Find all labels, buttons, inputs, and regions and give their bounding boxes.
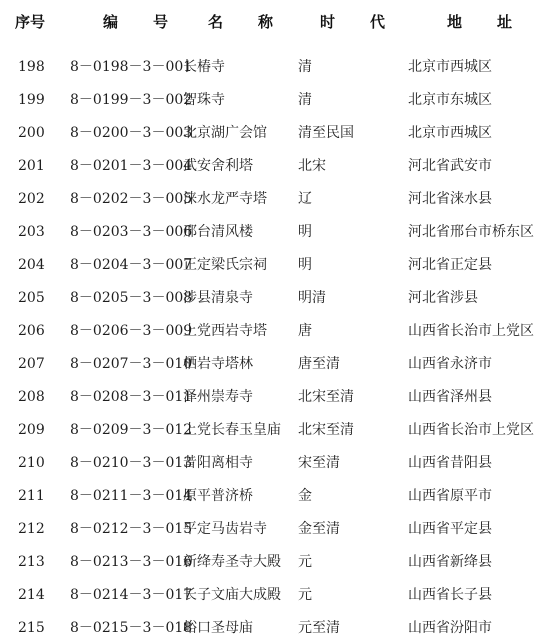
- name-cell: 泽州崇寿寺: [183, 389, 253, 405]
- serial-number-cell: 203: [18, 224, 45, 240]
- era-cell: 唐至清: [298, 356, 340, 372]
- name-cell: 上党长春玉皇庙: [183, 422, 281, 438]
- name-cell: 武安舍利塔: [183, 158, 253, 174]
- table-row: [0, 116, 550, 149]
- code-cell: 8－0203－3－006: [70, 224, 193, 240]
- name-cell: 北京湖广会馆: [183, 125, 267, 141]
- table-row: [0, 380, 550, 413]
- code-cell: 8－0211－3－014: [70, 488, 193, 504]
- era-cell: 明: [298, 257, 312, 273]
- era-cell: 元: [298, 554, 312, 570]
- code-cell: 8－0200－3－003: [70, 125, 193, 141]
- serial-number-cell: 214: [18, 587, 45, 603]
- serial-number-cell: 208: [18, 389, 45, 405]
- table-row: [0, 578, 550, 611]
- address-cell: 山西省永济市: [408, 356, 492, 372]
- serial-number-cell: 206: [18, 323, 45, 339]
- serial-number-cell: 210: [18, 455, 45, 471]
- serial-number-cell: 198: [18, 59, 45, 75]
- era-cell: 金至清: [298, 521, 340, 537]
- table-row: [0, 149, 550, 182]
- serial-number-cell: 211: [18, 488, 45, 504]
- era-cell: 辽: [298, 191, 312, 207]
- name-cell: 原平普济桥: [183, 488, 253, 504]
- name-cell: 智珠寺: [183, 92, 225, 108]
- table-row: [0, 83, 550, 116]
- era-cell: 清至民国: [298, 125, 354, 141]
- address-cell: 山西省平定县: [408, 521, 492, 537]
- serial-number-cell: 200: [18, 125, 45, 141]
- code-cell: 8－0215－3－018: [70, 620, 193, 636]
- code-cell: 8－0213－3－016: [70, 554, 193, 570]
- table-row: [0, 413, 550, 446]
- serial-number-cell: 215: [18, 620, 45, 636]
- code-cell: 8－0201－3－004: [70, 158, 193, 174]
- era-cell: 清: [298, 59, 312, 75]
- code-cell: 8－0205－3－008: [70, 290, 193, 306]
- era-cell: 清: [298, 92, 312, 108]
- table-row: [0, 215, 550, 248]
- address-cell: 北京市东城区: [408, 92, 492, 108]
- table-row: [0, 512, 550, 545]
- era-cell: 明清: [298, 290, 326, 306]
- name-cell: 邢台清风楼: [183, 224, 253, 240]
- code-cell: 8－0214－3－017: [70, 587, 193, 603]
- address-cell: 北京市西城区: [408, 125, 492, 141]
- address-cell: 山西省泽州县: [408, 389, 492, 405]
- table-row: [0, 281, 550, 314]
- address-cell: 河北省正定县: [408, 257, 492, 273]
- address-cell: 河北省邢台市桥东区: [408, 224, 534, 240]
- name-cell: 正定梁氏宗祠: [183, 257, 267, 273]
- serial-number-cell: 213: [18, 554, 45, 570]
- table-row: [0, 50, 550, 83]
- name-cell: 长椿寺: [183, 59, 225, 75]
- serial-number-cell: 205: [18, 290, 45, 306]
- table-row: [0, 545, 550, 578]
- name-cell: 平定马齿岩寺: [183, 521, 267, 537]
- code-cell: 8－0204－3－007: [70, 257, 193, 273]
- table-row: [0, 347, 550, 380]
- address-cell: 山西省长治市上党区: [408, 422, 534, 438]
- code-cell: 8－0199－3－002: [70, 92, 193, 108]
- name-cell: 栖岩寺塔林: [183, 356, 253, 372]
- serial-number-cell: 212: [18, 521, 45, 537]
- code-cell: 8－0212－3－015: [70, 521, 193, 537]
- address-cell: 河北省涞水县: [408, 191, 492, 207]
- address-cell: 河北省武安市: [408, 158, 492, 174]
- address-cell: 山西省长治市上党区: [408, 323, 534, 339]
- address-cell: 北京市西城区: [408, 59, 492, 75]
- era-cell: 明: [298, 224, 312, 240]
- code-cell: 8－0210－3－013: [70, 455, 193, 471]
- address-cell: 山西省新绛县: [408, 554, 492, 570]
- code-cell: 8－0202－3－005: [70, 191, 193, 207]
- header-address: 地 址: [447, 13, 523, 31]
- era-cell: 元: [298, 587, 312, 603]
- table-row: [0, 314, 550, 347]
- table-row: [0, 611, 550, 644]
- name-cell: 涞水龙严寺塔: [183, 191, 267, 207]
- serial-number-cell: 209: [18, 422, 45, 438]
- table-row: [0, 182, 550, 215]
- era-cell: 宋至清: [298, 455, 340, 471]
- era-cell: 北宋: [298, 158, 326, 174]
- era-cell: 元至清: [298, 620, 340, 636]
- header-serial-number: 序号: [15, 13, 46, 31]
- serial-number-cell: 207: [18, 356, 45, 372]
- table-header-row: [0, 0, 550, 50]
- name-cell: 涉县清泉寺: [183, 290, 253, 306]
- address-cell: 山西省汾阳市: [408, 620, 492, 636]
- era-cell: 北宋至清: [298, 422, 354, 438]
- address-cell: 山西省长子县: [408, 587, 492, 603]
- era-cell: 北宋至清: [298, 389, 354, 405]
- era-cell: 金: [298, 488, 312, 504]
- name-cell: 长子文庙大成殿: [183, 587, 281, 603]
- serial-number-cell: 201: [18, 158, 45, 174]
- name-cell: 新绛寿圣寺大殿: [183, 554, 281, 570]
- address-cell: 山西省原平市: [408, 488, 492, 504]
- table-row: [0, 446, 550, 479]
- name-cell: 峪口圣母庙: [183, 620, 253, 636]
- code-cell: 8－0208－3－011: [70, 389, 193, 405]
- serial-number-cell: 202: [18, 191, 45, 207]
- address-cell: 山西省昔阳县: [408, 455, 492, 471]
- address-cell: 河北省涉县: [408, 290, 478, 306]
- table-row: [0, 479, 550, 512]
- code-cell: 8－0198－3－001: [70, 59, 193, 75]
- code-cell: 8－0207－3－010: [70, 356, 193, 372]
- header-code: 编 号: [103, 13, 179, 31]
- header-name: 名 称: [208, 13, 284, 31]
- code-cell: 8－0206－3－009: [70, 323, 193, 339]
- serial-number-cell: 199: [18, 92, 45, 108]
- code-cell: 8－0209－3－012: [70, 422, 193, 438]
- table-row: [0, 248, 550, 281]
- serial-number-cell: 204: [18, 257, 45, 273]
- era-cell: 唐: [298, 323, 312, 339]
- name-cell: 昔阳离相寺: [183, 455, 253, 471]
- table-body: [0, 50, 550, 644]
- header-era: 时 代: [320, 13, 396, 31]
- name-cell: 上党西岩寺塔: [183, 323, 267, 339]
